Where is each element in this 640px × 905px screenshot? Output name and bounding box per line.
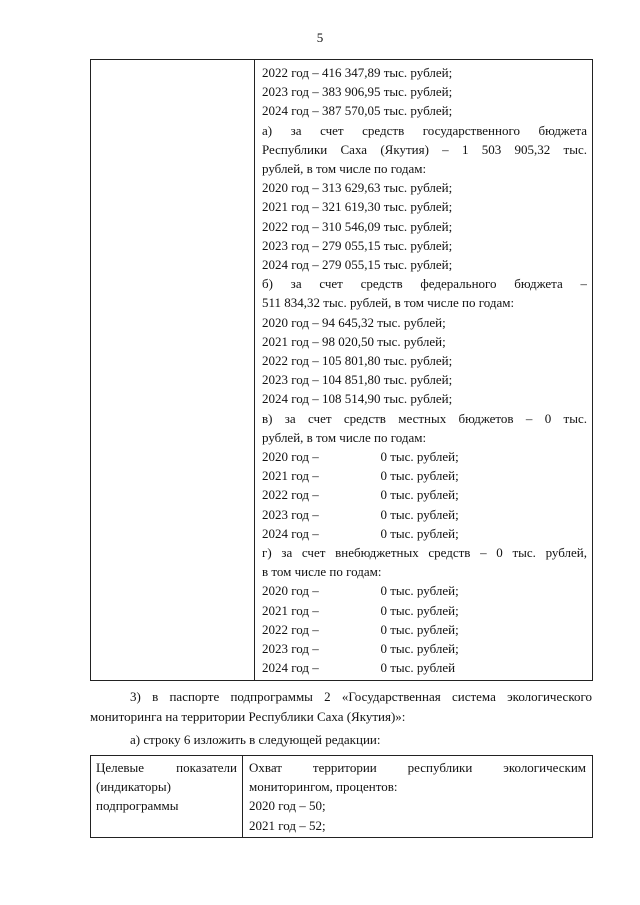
extrabudget-heading: в том числе по годам:: [262, 564, 382, 580]
page-number: 5: [316, 30, 324, 45]
indicators-label: подпрограммы: [96, 798, 179, 814]
amendment-paragraph-line1: 3) в паспорте подпрограммы 2 «Государственная система экологического: [130, 689, 592, 704]
extrabudget-heading: г) за счет внебюджетных средств – 0 тыс. рублей,: [262, 545, 587, 561]
indicators-label: (индикаторы): [96, 779, 171, 795]
indicator-year: 2020 год – 50;: [249, 798, 326, 814]
indicators-label: Целевые показатели: [96, 760, 237, 775]
federal-budget-heading: 511 834,32 тыс. рублей, в том числе по годам:: [262, 295, 515, 311]
local-budget-year: 2021 год – 0 тыс. рублей;: [262, 468, 459, 484]
state-budget-year: 2024 год – 279 055,15 тыс. рублей;: [262, 257, 453, 273]
local-budget-heading: рублей, в том числе по годам:: [262, 429, 427, 445]
indicator-year: 2021 год – 52;: [249, 817, 326, 833]
extrabudget-year: 2022 год – 0 тыс. рублей;: [262, 621, 459, 637]
federal-budget-year: 2023 год – 104 851,80 тыс. рублей;: [262, 372, 453, 388]
indicators-label-cell: [91, 756, 243, 838]
state-budget-heading: а) за счет средств государственного бюджета: [262, 122, 587, 138]
funding-line: 2024 год – 387 570,05 тыс. рублей;: [262, 103, 453, 119]
state-budget-year: 2022 год – 310 546,09 тыс. рублей;: [262, 218, 453, 234]
extrabudget-year: 2020 год – 0 тыс. рублей;: [262, 583, 459, 599]
federal-budget-year: 2024 год – 108 514,90 тыс. рублей;: [262, 391, 453, 407]
local-budget-year: 2022 год – 0 тыс. рублей;: [262, 487, 459, 503]
federal-budget-heading: б) за счет средств федерального бюджета –: [262, 276, 587, 292]
state-budget-year: 2023 год – 279 055,15 тыс. рублей;: [262, 237, 453, 253]
federal-budget-year: 2021 год – 98 020,50 тыс. рублей;: [262, 333, 446, 349]
amendment-paragraph-line2: мониторинга на территории Республики Саха (Якутия)»:: [90, 709, 406, 724]
indicators-description: мониторингом, процентов:: [249, 779, 398, 795]
funding-line: 2022 год – 416 347,89 тыс. рублей;: [262, 65, 453, 80]
local-budget-heading: в) за счет средств местных бюджетов – 0 тыс.: [262, 410, 587, 426]
local-budget-year: 2020 год – 0 тыс. рублей;: [262, 449, 459, 465]
extrabudget-year: 2021 год – 0 тыс. рублей;: [262, 602, 459, 618]
funding-table-value-cell: [255, 60, 593, 681]
extrabudget-year: 2023 год – 0 тыс. рублей;: [262, 641, 459, 657]
funding-line: 2023 год – 383 906,95 тыс. рублей;: [262, 84, 453, 100]
indicators-description: Охват территории республики экологическим: [249, 760, 586, 775]
local-budget-year: 2024 год – 0 тыс. рублей;: [262, 525, 459, 541]
indicators-table: [90, 755, 593, 838]
indicators-value-cell: [243, 756, 593, 838]
local-budget-year: 2023 год – 0 тыс. рублей;: [262, 506, 459, 522]
federal-budget-year: 2020 год – 94 645,32 тыс. рублей;: [262, 314, 446, 330]
funding-table: [90, 59, 593, 681]
federal-budget-year: 2022 год – 105 801,80 тыс. рублей;: [262, 353, 453, 369]
state-budget-year: 2021 год – 321 619,30 тыс. рублей;: [262, 199, 453, 215]
state-budget-heading: Республики Саха (Якутия) – 1 503 905,32 тыс.: [262, 141, 587, 157]
state-budget-heading: рублей, в том числе по годам:: [262, 161, 427, 177]
extrabudget-year: 2024 год – 0 тыс. рублей: [262, 660, 456, 676]
state-budget-year: 2020 год – 313 629,63 тыс. рублей;: [262, 180, 453, 196]
funding-table-label-cell: [91, 60, 255, 681]
amendment-subparagraph: а) строку 6 изложить в следующей редакции:: [130, 732, 381, 747]
